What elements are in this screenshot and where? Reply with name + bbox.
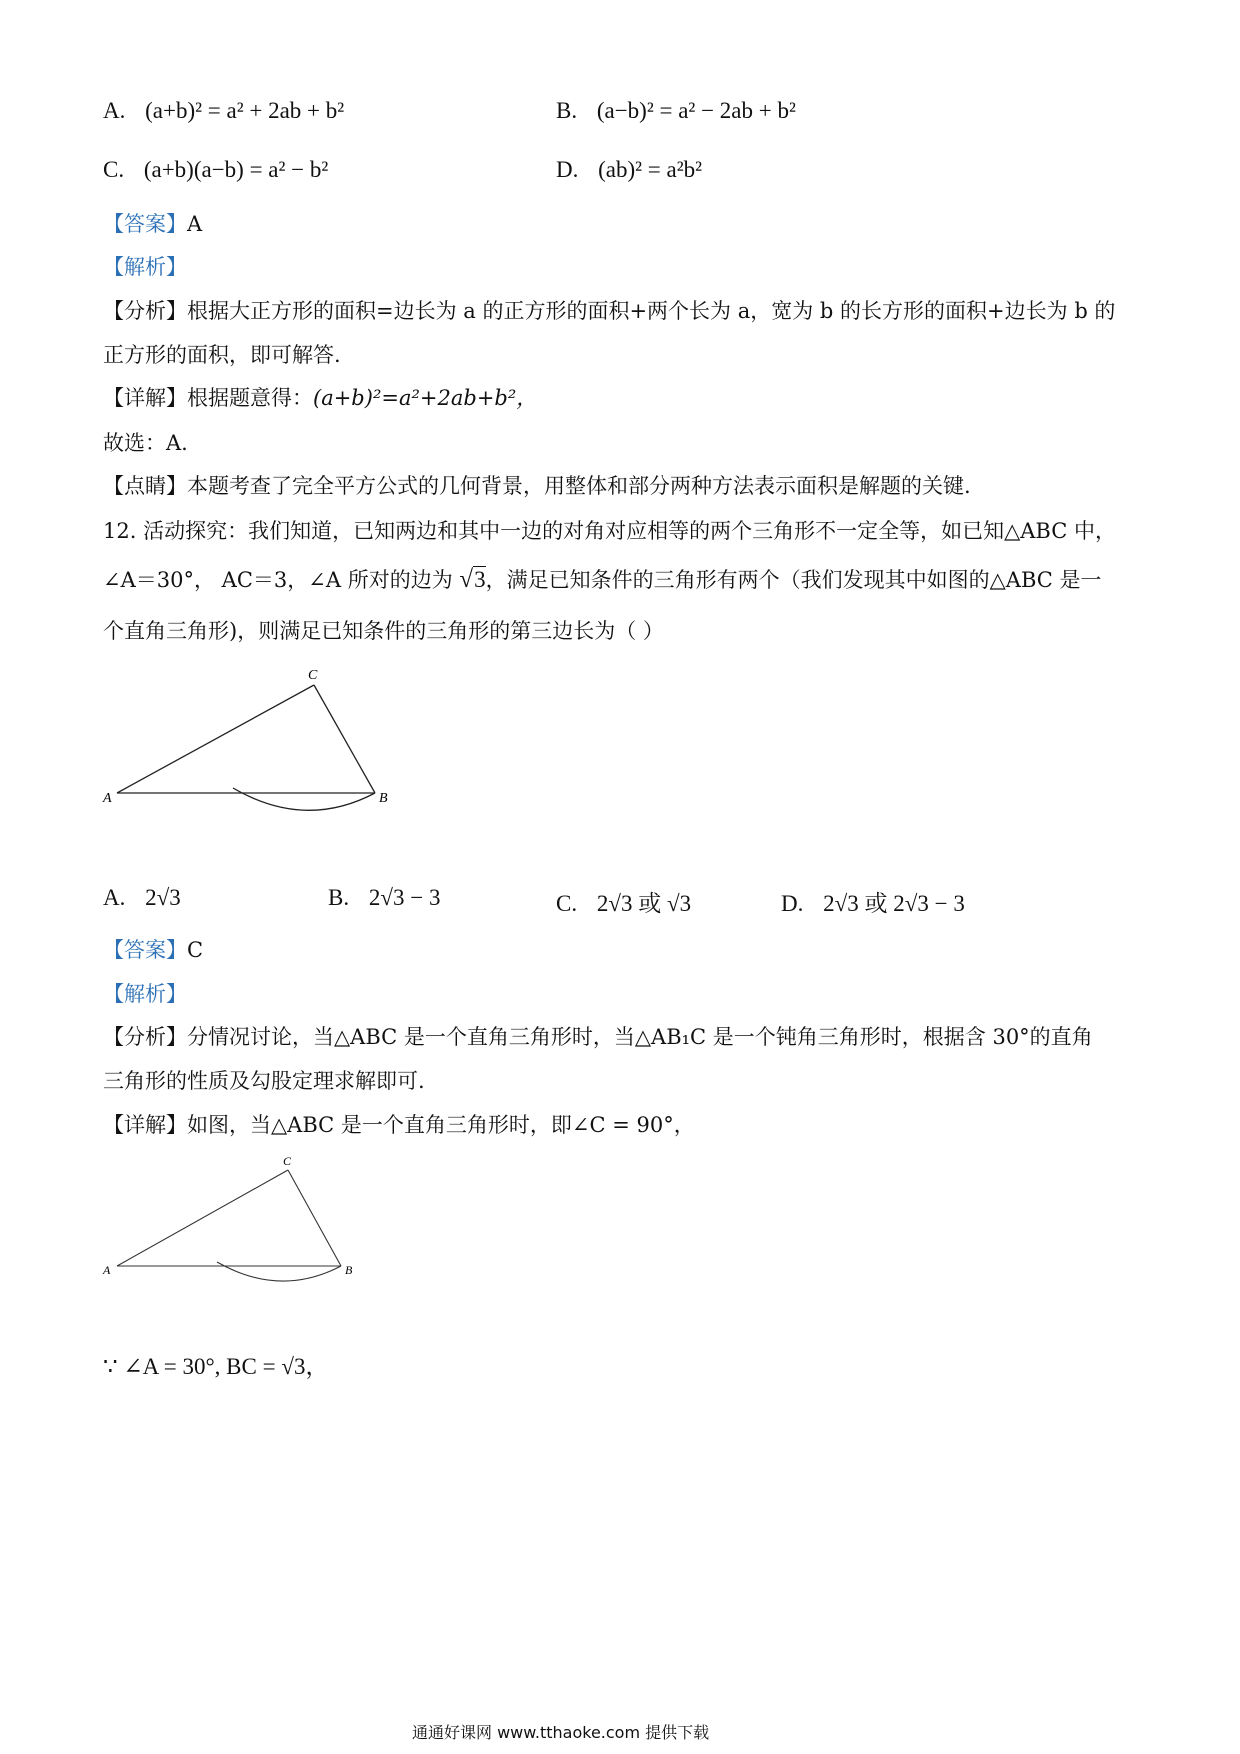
arc <box>233 788 375 810</box>
q12-xiangjie-tag: 【详解】 <box>103 1113 187 1137</box>
side-ac <box>117 1170 288 1266</box>
q12-option-d <box>781 885 965 918</box>
q12-option-a <box>103 885 181 911</box>
q11-answer-value: A <box>187 212 203 236</box>
q12-because: ∵ ∠A = 30°, BC = √3， <box>103 1354 329 1379</box>
q12-answer-tag: 【答案】 <box>103 938 187 962</box>
q12-option-a-text: 2√3 <box>145 885 181 910</box>
q11-option-c <box>103 157 328 183</box>
q11-answer <box>103 209 202 239</box>
side-cb <box>288 1170 341 1266</box>
q12-option-b <box>328 885 440 911</box>
q12-line2-a: ∠A＝30°， AC＝3，∠A 所对的边为 <box>103 568 453 592</box>
label-b: B <box>379 791 388 806</box>
q11-option-a-formula: (a+b)² = a² + 2ab + b² <box>145 98 345 123</box>
q11-xiangjie-lead: 根据题意得： <box>187 386 313 410</box>
q12-option-d-letter: D. <box>781 891 804 916</box>
label-c: C <box>283 1154 292 1168</box>
page-footer: 通通好课网 www.tthaoke.com 提供下载 <box>412 1723 710 1742</box>
side-ac <box>117 685 314 793</box>
label-b: B <box>345 1263 353 1277</box>
q12-answer <box>103 935 203 965</box>
label-c: C <box>308 668 318 683</box>
q11-option-d <box>556 157 702 183</box>
q11-option-a <box>103 98 344 124</box>
q12-option-b-letter: B. <box>328 885 350 910</box>
q11-xiangjie <box>103 383 537 413</box>
q11-dianjing-tag: 【点睛】 <box>103 474 187 498</box>
q12-xiangjie <box>103 1110 695 1140</box>
q12-option-c <box>556 885 691 918</box>
q12-option-c-text: 2√3 或 √3 <box>596 891 692 916</box>
q11-fenxi <box>103 296 1115 326</box>
q11-fenxi-line1: 根据大正方形的面积=边长为 a 的正方形的面积+两个长为 a，宽为 b 的长方形的面积+边长为 b 的 <box>187 299 1116 323</box>
q11-xiangjie-tag: 【详解】 <box>103 386 187 410</box>
q12-xiangjie-text: 如图，当△ABC 是一个直角三角形时，即∠C = 90°， <box>187 1113 695 1137</box>
q12-line2-b: ，满足已知条件的三角形有两个（我们发现其中如图的△ABC 是一 <box>485 568 1102 592</box>
q11-option-d-letter: D. <box>556 157 579 182</box>
q12-option-d-text: 2√3 或 2√3 − 3 <box>823 891 965 916</box>
q11-analysis-tag: 【解析】 <box>103 255 187 279</box>
q11-option-d-formula: (ab)² = a²b² <box>598 157 703 182</box>
q12-option-b-text: 2√3 − 3 <box>368 885 441 910</box>
q11-dianjing-text: 本题考查了完全平方公式的几何背景，用整体和部分两种方法表示面积是解题的关键. <box>187 474 971 498</box>
arc <box>217 1262 341 1281</box>
q12-fenxi-line2: 三角形的性质及勾股定理求解即可. <box>103 1069 425 1093</box>
q12-option-a-letter: A. <box>103 885 126 910</box>
q12-line3: 个直角三角形)，则满足已知条件的三角形的第三边长为（ ） <box>103 619 664 643</box>
q11-option-b <box>556 98 796 124</box>
q11-xiangjie-formula: (a+b)²=a²+2ab+b²， <box>313 386 538 410</box>
side-cb <box>314 685 375 793</box>
label-a: A <box>103 1263 111 1277</box>
q11-dianjing <box>103 471 971 501</box>
q11-option-c-formula: (a+b)(a−b) = a² − b² <box>143 157 329 182</box>
q12-fenxi-line1: 分情况讨论，当△ABC 是一个直角三角形时，当△AB₁C 是一个钝角三角形时，根据含 30°的直角 <box>187 1025 1093 1049</box>
sqrt-symbol: √3 <box>459 566 486 593</box>
q11-answer-tag: 【答案】 <box>103 212 187 236</box>
q12-analysis-tag: 【解析】 <box>103 982 187 1006</box>
q12-line2-sqrt: 3 <box>474 567 486 592</box>
q12-fenxi <box>103 1022 1093 1052</box>
q11-option-b-letter: B. <box>556 98 578 123</box>
q11-fenxi-line2: 正方形的面积，即可解答. <box>103 343 341 367</box>
q12-line1: 12. 活动探究：我们知道，已知两边和其中一边的对角对应相等的两个三角形不一定全等，如已知△ABC 中， <box>103 519 1116 543</box>
q12-fenxi-tag: 【分析】 <box>103 1025 187 1049</box>
q11-option-b-formula: (a−b)² = a² − 2ab + b² <box>596 98 796 123</box>
q12-figure <box>95 660 415 820</box>
q12-solution-figure <box>95 1148 385 1288</box>
label-a: A <box>103 791 112 806</box>
q11-option-c-letter: C. <box>103 157 125 182</box>
q12-line2 <box>103 565 1102 595</box>
q12-answer-value: C <box>187 938 204 962</box>
q11-guxuan: 故选：A. <box>103 431 188 455</box>
q11-fenxi-tag: 【分析】 <box>103 299 187 323</box>
q12-option-c-letter: C. <box>556 891 578 916</box>
q11-option-a-letter: A. <box>103 98 126 123</box>
